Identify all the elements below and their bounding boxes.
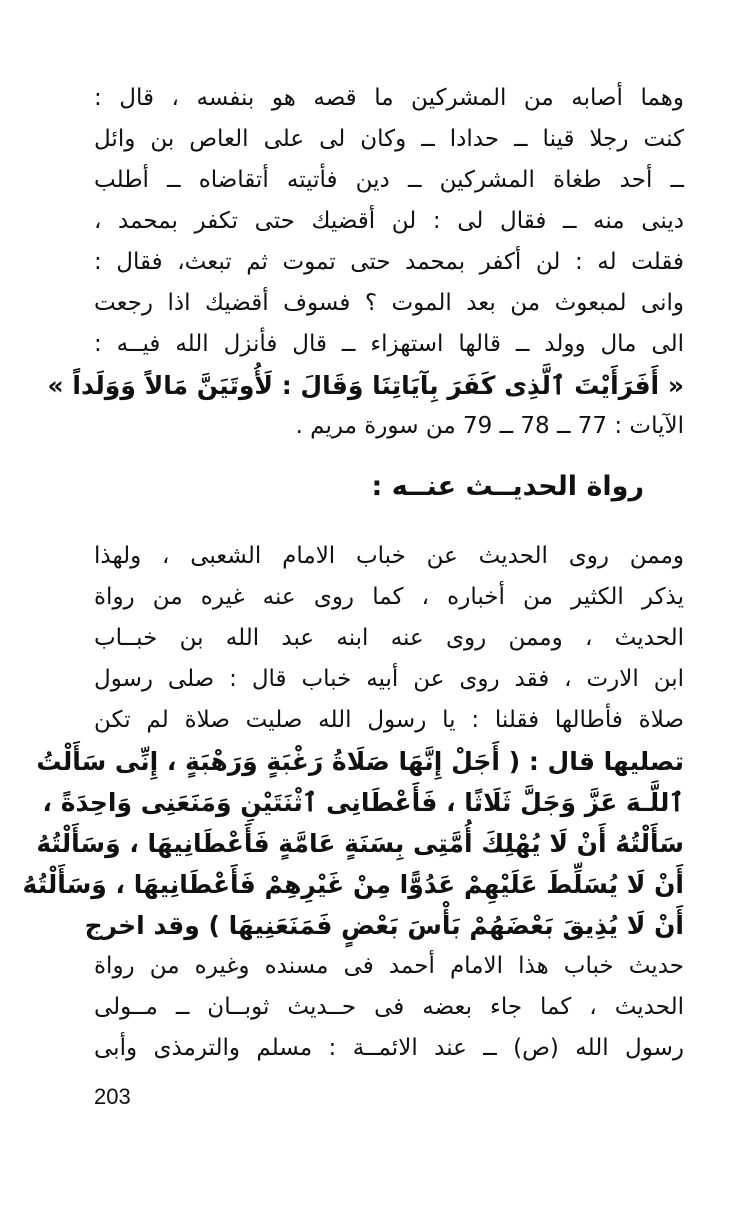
quran-verse-line: « أَفَرَأَيْتَ ٱلَّذِى كَفَرَ بِآيَاتِنَا وَقَالَ : لَأُوتَيَنَّ مَالاً وَوَلَداً »: [47, 371, 684, 400]
page-number: 203: [94, 1084, 131, 1109]
text-line: الحديث ، كما جاء بعضه فى حــديث ثوبــان ــ مــولى: [94, 994, 684, 1020]
hadith-line: ٱللَّـهَ عَزَّ وَجَلَّ ثَلَاثًا ، فَأَعْطَانِى ٱثْنَتَيْنِ وَمَنَعَنِى وَاحِدَةً ،: [42, 788, 684, 817]
text-line: يذكر الكثير من أخباره ، كما روى عنه غيره من رواة: [94, 584, 684, 610]
hadith-line: أَنْ لَا يُذِيقَ بَعْضَهُمْ بَأْسَ بَعْضٍ فَمَنَعَنِيهَا ) وقد اخرج: [84, 911, 684, 940]
text-line: الحديث ، وممن روى عنه ابنه عبد الله بن خبــاب: [94, 625, 684, 651]
hadith-line: سَأَلْتُهُ أَنْ لَا يُهْلِكَ أُمَّتِى بِسَنَةٍ عَامَّةٍ فَأَعْطَانِيهَا ، وَسَأَلْتُهُ: [36, 829, 684, 858]
text-line: صلاة فأطالها فقلنا : يا رسول الله صليت صلاة لم تكن: [94, 707, 684, 733]
section-heading: رواة الحديــث عنــه :: [371, 471, 644, 502]
text-line: وانى لمبعوث من بعد الموت ؟ فسوف أقضيك اذا رجعت: [94, 290, 684, 316]
hadith-line: تصليها قال : ( أَجَلْ إِنَّهَا صَلَاةُ رَغْبَةٍ وَرَهْبَةٍ ، إِنِّى سَأَلْتُ: [36, 747, 684, 776]
text-line: حديث خباب هذا الامام أحمد فى مسنده وغيره من رواة: [94, 953, 684, 979]
text-line: كنت رجلا قينا ــ حدادا ــ وكان لى على العاص بن وائل: [94, 126, 684, 152]
text-line: رسول الله (ص) ــ عند الائمــة : مسلم والترمذى وأبى: [94, 1035, 684, 1061]
text-line: ابن الارت ، فقد روى عن أبيه خباب قال : صلى رسول: [94, 666, 684, 692]
text-line: فقلت له : لن أكفر بمحمد حتى تموت ثم تبعث، فقال :: [94, 249, 684, 275]
text-line: ــ أحد طغاة المشركين ــ دين فأتيته أتقاضاه ــ أطلب: [94, 167, 684, 193]
text-line: الى مال وولد ــ قالها استهزاء ــ قال فأنزل الله فيــه :: [94, 331, 684, 357]
text-line: دينى منه ــ فقال لى : لن أقضيك حتى تكفر بمحمد ،: [94, 208, 684, 234]
text-line: الآيات : 77 ــ 78 ــ 79 من سورة مريم .: [295, 413, 684, 439]
paragraph-2: [22, 536, 684, 1069]
text-line: وممن روى الحديث عن خباب الامام الشعبى ، ولهذا: [94, 543, 684, 569]
text-line: وهما أصابه من المشركين ما قصه هو بنفسه ، قال :: [94, 85, 684, 111]
paragraph-1: [47, 78, 684, 447]
hadith-line: أَنْ لَا يُسَلِّطَ عَلَيْهِمْ عَدُوًّا مِنْ غَيْرِهِمْ فَأَعْطَانِيهَا ، وَسَأَلْتُهُ: [22, 870, 684, 899]
